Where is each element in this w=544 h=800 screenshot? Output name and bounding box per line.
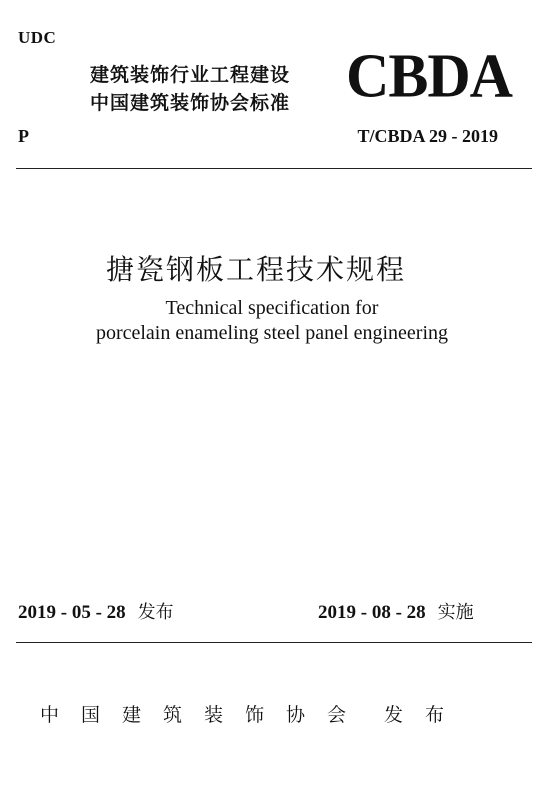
publisher-line bbox=[40, 700, 466, 727]
category-mark: P bbox=[18, 126, 29, 146]
association-standard-label: 中国建筑装饰协会标准 bbox=[90, 92, 291, 114]
top-divider bbox=[16, 168, 532, 169]
publisher-char: 国 bbox=[81, 704, 101, 726]
publisher-char: 中 bbox=[40, 704, 60, 726]
implement-label: 实施 bbox=[437, 602, 474, 623]
publisher-char: 建 bbox=[122, 704, 142, 726]
english-title-line-2: porcelain enameling steel panel engineering bbox=[95, 322, 449, 344]
publisher-char: 会 bbox=[327, 704, 347, 726]
publisher-action: 发布 bbox=[384, 704, 467, 726]
issue-date-block bbox=[18, 598, 174, 624]
document-title-chinese: 搪瓷钢板工程技术规程 bbox=[106, 253, 407, 286]
publisher-char: 装 bbox=[204, 704, 224, 726]
bottom-divider bbox=[16, 642, 532, 643]
publisher-char: 饰 bbox=[245, 704, 265, 726]
industry-standard-label: 建筑装饰行业工程建设 bbox=[90, 64, 291, 86]
standard-number: T/CBDA 29 - 2019 bbox=[357, 126, 498, 146]
document-title-english bbox=[40, 296, 504, 346]
issue-date: 2019 - 05 - 28 bbox=[18, 602, 126, 623]
publisher-char: 协 bbox=[286, 704, 306, 726]
publisher-char: 筑 bbox=[163, 704, 183, 726]
implement-date: 2019 - 08 - 28 bbox=[318, 602, 426, 623]
cbda-logo: CBDA bbox=[346, 41, 513, 111]
udc-label: UDC bbox=[18, 28, 57, 47]
english-title-line-1: Technical specification for bbox=[165, 297, 379, 319]
implement-date-block bbox=[318, 598, 474, 624]
issue-label: 发布 bbox=[137, 602, 174, 623]
